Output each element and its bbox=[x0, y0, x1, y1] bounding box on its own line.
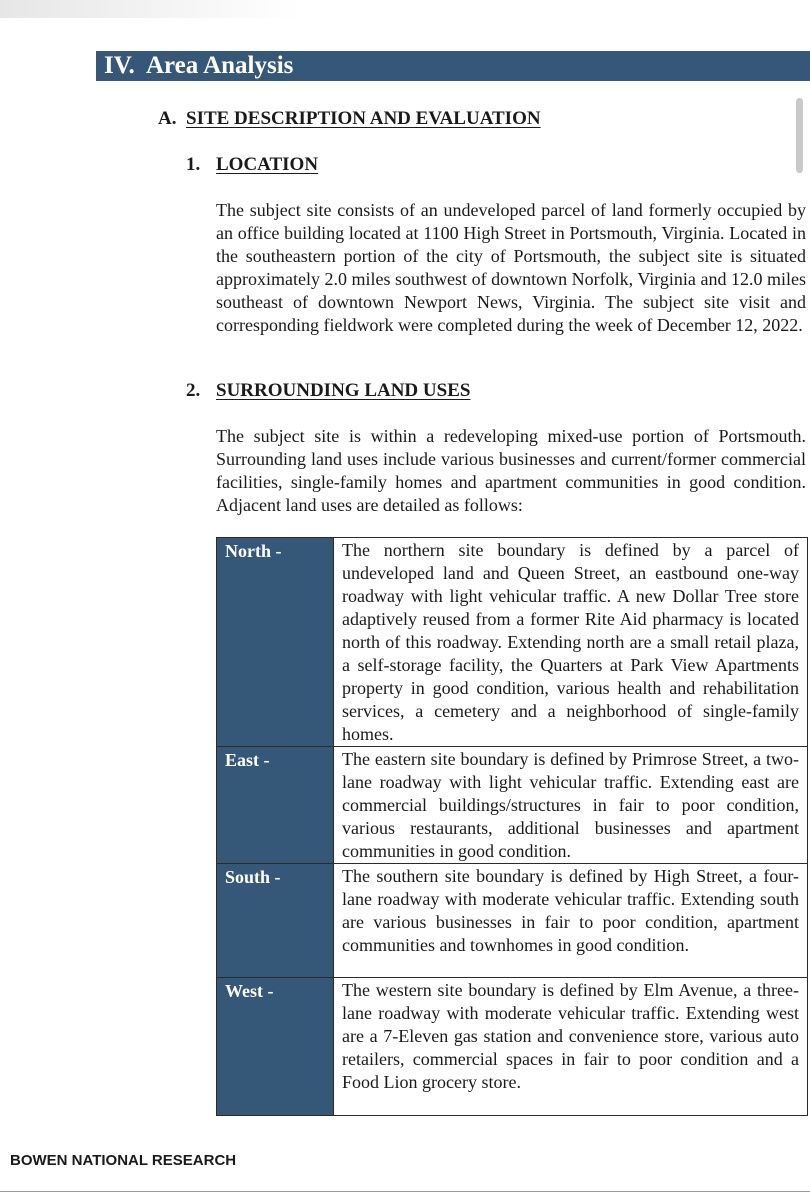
table-row-south bbox=[217, 864, 808, 978]
table-row-east bbox=[217, 747, 808, 864]
direction-description: The western site boundary is defined by Elm Avenue, a three-lane roadway with moderate vehicular traffic. Extending west are a 7-Eleven gas station and convenience store, various auto retailers, commercial spaces in fair to poor condition and a Food Lion grocery store. bbox=[334, 978, 808, 1116]
direction-description: The eastern site boundary is defined by Primrose Street, a two-lane roadway with light vehicular traffic. Extending east are commercial buildings/structures in fair to poor condition, various restaurants, additional businesses and apartment communities in good condition. bbox=[334, 747, 808, 864]
location-number: 1. bbox=[186, 154, 201, 175]
surrounding-heading bbox=[186, 380, 470, 402]
top-edge-shadow bbox=[0, 0, 300, 18]
subsection-letter: A. bbox=[158, 108, 177, 129]
direction-label: North - bbox=[217, 538, 334, 747]
footer-divider bbox=[0, 1191, 810, 1192]
location-paragraph: The subject site consists of an undeveloped parcel of land formerly occupied by an office building located at 1100 High Street in Portsmouth, Virginia. Located in the southeastern portion of the city of Portsmouth, the subject site is situated approximately 2.0 miles southwest of downtown Norfolk, Virginia and 12.0 miles southeast of downtown Newport News, Virginia. The subject site visit and corresponding fieldwork were completed during the week of December 12, 2022. bbox=[216, 200, 806, 335]
surrounding-paragraph: The subject site is within a redeveloping mixed-use portion of Portsmouth. Surrounding land uses include various businesses and current/former commercial facilities, single-family homes and apartment communities in good condition. Adjacent land uses are detailed as follows: bbox=[216, 426, 806, 515]
section-header bbox=[96, 51, 810, 81]
section-title: Area Analysis bbox=[145, 52, 294, 79]
scrollbar-thumb[interactable] bbox=[796, 98, 803, 173]
direction-label: East - bbox=[217, 747, 334, 864]
direction-description: The northern site boundary is defined by a parcel of undeveloped land and Queen Street, an eastbound one-way roadway with light vehicular traffic. A new Dollar Tree store adaptively reused from a former Rite Aid pharmacy is located north of this roadway. Extending north are a small retail plaza, a self-storage facility, the Quarters at Park View Apartments property in good condition, various health and rehabilitation services, a cemetery and a neighborhood of single-family homes. bbox=[334, 538, 808, 747]
adjacent-land-uses-table bbox=[216, 537, 808, 1116]
location-heading bbox=[186, 154, 318, 176]
section-number: IV. bbox=[104, 52, 135, 79]
subsection-heading bbox=[158, 108, 541, 130]
direction-description: The southern site boundary is defined by High Street, a four-lane roadway with moderate vehicular traffic. Extending south are various businesses in fair to poor condition, apartment communities and townhomes in good condition. bbox=[334, 864, 808, 978]
footer-company: BOWEN NATIONAL RESEARCH bbox=[10, 1152, 237, 1169]
table-row-west bbox=[217, 978, 808, 1116]
subsection-title: SITE DESCRIPTION AND EVALUATION bbox=[186, 108, 541, 129]
location-title: LOCATION bbox=[216, 154, 319, 175]
direction-label: West - bbox=[217, 978, 334, 1116]
surrounding-number: 2. bbox=[186, 380, 201, 401]
direction-label: South - bbox=[217, 864, 334, 978]
table-row-north bbox=[217, 538, 808, 747]
surrounding-title: SURROUNDING LAND USES bbox=[216, 380, 471, 401]
